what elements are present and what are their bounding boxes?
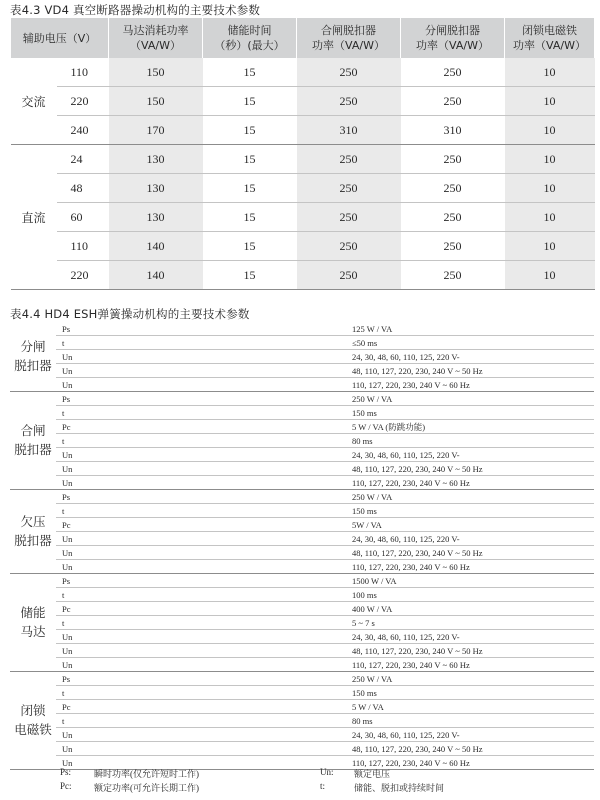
header-cell: 分闸脱扣器 功率（VA/W） bbox=[401, 18, 505, 58]
value-cell: 250 bbox=[297, 174, 401, 203]
table-row bbox=[11, 87, 595, 116]
parameter-value: 250 W / VA bbox=[352, 673, 393, 684]
value-cell: 130 bbox=[109, 203, 203, 232]
value-cell: 10 bbox=[505, 58, 595, 87]
parameter-value: 48, 110, 127, 220, 230, 240 V ~ 50 Hz bbox=[352, 645, 483, 656]
parameter-symbol: Pc bbox=[62, 519, 71, 530]
parameter-row bbox=[56, 448, 594, 462]
value-cell: 15 bbox=[203, 232, 297, 261]
legend-row bbox=[60, 766, 580, 780]
parameter-value: 150 ms bbox=[352, 505, 377, 516]
parameter-symbol: t bbox=[62, 715, 65, 726]
parameter-row bbox=[56, 518, 594, 532]
parameter-symbol: t bbox=[62, 407, 65, 418]
value-cell: 10 bbox=[505, 116, 595, 145]
parameter-symbol: Un bbox=[62, 463, 73, 474]
parameter-row bbox=[56, 490, 594, 504]
group-label: 合闸 脱扣器 bbox=[14, 423, 52, 457]
parameter-row bbox=[56, 574, 594, 588]
parameter-symbol: Un bbox=[62, 729, 73, 740]
parameter-value: 150 ms bbox=[352, 407, 377, 418]
parameter-symbol: Un bbox=[62, 631, 73, 642]
legend-item bbox=[60, 767, 320, 780]
value-cell: 250 bbox=[297, 203, 401, 232]
parameter-row bbox=[56, 700, 594, 714]
parameter-symbol: Pc bbox=[62, 421, 71, 432]
parameter-row bbox=[56, 420, 594, 434]
parameter-row bbox=[56, 336, 594, 350]
value-cell: 140 bbox=[109, 232, 203, 261]
parameter-group bbox=[10, 322, 594, 392]
legend-item bbox=[320, 767, 580, 780]
table-4-4 bbox=[10, 322, 594, 770]
parameter-row bbox=[56, 378, 594, 391]
parameter-symbol: Ps bbox=[62, 673, 71, 684]
parameter-value: 80 ms bbox=[352, 435, 373, 446]
parameter-row bbox=[56, 686, 594, 700]
parameter-group bbox=[10, 574, 594, 672]
parameter-row bbox=[56, 714, 594, 728]
parameter-symbol: t bbox=[62, 337, 65, 348]
parameter-symbol: Ps bbox=[62, 323, 71, 334]
legend-symbol: Pc: bbox=[60, 780, 72, 791]
value-cell: 250 bbox=[401, 261, 505, 290]
voltage-cell: 110 bbox=[57, 58, 109, 87]
value-cell: 10 bbox=[505, 232, 595, 261]
parameter-value: 5 W / VA (防跳功能) bbox=[352, 421, 426, 432]
voltage-cell: 220 bbox=[57, 261, 109, 290]
legend-text: 额定功率(可允许长期工作) bbox=[94, 782, 199, 793]
value-cell: 250 bbox=[401, 174, 505, 203]
legend-symbol: Un: bbox=[320, 766, 334, 777]
parameter-value: 48, 110, 127, 220, 230, 240 V ~ 50 Hz bbox=[352, 463, 483, 474]
parameter-row bbox=[56, 462, 594, 476]
table-row bbox=[11, 232, 595, 261]
parameter-symbol: Ps bbox=[62, 575, 71, 586]
parameter-value: 48, 110, 127, 220, 230, 240 V ~ 50 Hz bbox=[352, 547, 483, 558]
voltage-cell: 110 bbox=[57, 232, 109, 261]
table-4-3-title: 表4.3 VD4 真空断路器操动机构的主要技术参数 bbox=[10, 3, 261, 17]
value-cell: 15 bbox=[203, 261, 297, 290]
table-row bbox=[11, 145, 595, 174]
parameter-row bbox=[56, 364, 594, 378]
parameter-row bbox=[56, 406, 594, 420]
legend-item bbox=[320, 781, 580, 794]
parameter-value: ≤50 ms bbox=[352, 337, 378, 348]
group-label: 交流 bbox=[11, 58, 57, 145]
parameter-row bbox=[56, 602, 594, 616]
value-cell: 310 bbox=[401, 116, 505, 145]
parameter-row bbox=[56, 392, 594, 406]
parameter-row bbox=[56, 644, 594, 658]
parameter-value: 150 ms bbox=[352, 687, 377, 698]
value-cell: 250 bbox=[297, 145, 401, 174]
parameter-value: 1500 W / VA bbox=[352, 575, 397, 586]
parameter-symbol: t bbox=[62, 435, 65, 446]
value-cell: 10 bbox=[505, 261, 595, 290]
parameter-value: 24, 30, 48, 60, 110, 125, 220 V- bbox=[352, 729, 460, 740]
table-4-3 bbox=[10, 18, 595, 290]
value-cell: 15 bbox=[203, 116, 297, 145]
parameter-row bbox=[56, 546, 594, 560]
legend-symbol: t: bbox=[320, 780, 326, 791]
legend-symbol: Ps: bbox=[60, 766, 72, 777]
parameter-row bbox=[56, 532, 594, 546]
parameter-row bbox=[56, 588, 594, 602]
parameter-symbol: Un bbox=[62, 379, 73, 390]
voltage-cell: 48 bbox=[57, 174, 109, 203]
parameter-symbol: Pc bbox=[62, 701, 71, 712]
parameter-value: 110, 127, 220, 230, 240 V ~ 60 Hz bbox=[352, 659, 470, 670]
parameter-symbol: Un bbox=[62, 757, 73, 768]
table-row bbox=[11, 261, 595, 290]
parameter-symbol: Un bbox=[62, 547, 73, 558]
parameter-value: 48, 110, 127, 220, 230, 240 V ~ 50 Hz bbox=[352, 365, 483, 376]
value-cell: 250 bbox=[297, 232, 401, 261]
voltage-cell: 60 bbox=[57, 203, 109, 232]
parameter-symbol: Un bbox=[62, 743, 73, 754]
parameter-value: 250 W / VA bbox=[352, 393, 393, 404]
voltage-cell: 220 bbox=[57, 87, 109, 116]
parameter-value: 110, 127, 220, 230, 240 V ~ 60 Hz bbox=[352, 561, 470, 572]
parameter-row bbox=[56, 350, 594, 364]
table-row bbox=[11, 58, 595, 87]
parameter-symbol: Un bbox=[62, 659, 73, 670]
parameter-value: 5 ~ 7 s bbox=[352, 617, 375, 628]
parameter-value: 80 ms bbox=[352, 715, 373, 726]
value-cell: 130 bbox=[109, 145, 203, 174]
value-cell: 15 bbox=[203, 58, 297, 87]
parameter-symbol: t bbox=[62, 687, 65, 698]
header-cell: 辅助电压（V） bbox=[11, 18, 109, 58]
value-cell: 250 bbox=[401, 58, 505, 87]
voltage-cell: 240 bbox=[57, 116, 109, 145]
group-label: 欠压 脱扣器 bbox=[14, 514, 52, 548]
header-cell: 闭锁电磁铁 功率（VA/W） bbox=[505, 18, 595, 58]
parameter-symbol: Ps bbox=[62, 393, 71, 404]
value-cell: 140 bbox=[109, 261, 203, 290]
value-cell: 250 bbox=[401, 87, 505, 116]
legend-text: 瞬时功率(仅允许短时工作) bbox=[94, 768, 199, 779]
parameter-value: 24, 30, 48, 60, 110, 125, 220 V- bbox=[352, 631, 460, 642]
parameter-row bbox=[56, 504, 594, 518]
value-cell: 250 bbox=[297, 261, 401, 290]
value-cell: 15 bbox=[203, 203, 297, 232]
value-cell: 170 bbox=[109, 116, 203, 145]
parameter-value: 400 W / VA bbox=[352, 603, 393, 614]
table-row bbox=[11, 174, 595, 203]
parameter-symbol: Un bbox=[62, 533, 73, 544]
legend bbox=[60, 766, 580, 794]
group-label: 闭锁 电磁铁 bbox=[14, 703, 52, 737]
parameter-value: 24, 30, 48, 60, 110, 125, 220 V- bbox=[352, 449, 460, 460]
group-label: 储能 马达 bbox=[20, 605, 46, 639]
parameter-symbol: Un bbox=[62, 645, 73, 656]
value-cell: 150 bbox=[109, 87, 203, 116]
parameter-symbol: t bbox=[62, 589, 65, 600]
value-cell: 15 bbox=[203, 87, 297, 116]
parameter-symbol: Un bbox=[62, 365, 73, 376]
value-cell: 10 bbox=[505, 87, 595, 116]
parameter-row bbox=[56, 658, 594, 671]
parameter-value: 250 W / VA bbox=[352, 491, 393, 502]
value-cell: 250 bbox=[297, 58, 401, 87]
value-cell: 15 bbox=[203, 145, 297, 174]
value-cell: 10 bbox=[505, 203, 595, 232]
parameter-value: 24, 30, 48, 60, 110, 125, 220 V- bbox=[352, 351, 460, 362]
parameter-row bbox=[56, 616, 594, 630]
header-cell: 储能时间 （秒）(最大） bbox=[203, 18, 297, 58]
parameter-symbol: t bbox=[62, 505, 65, 516]
parameter-symbol: Un bbox=[62, 477, 73, 488]
parameter-value: 24, 30, 48, 60, 110, 125, 220 V- bbox=[352, 533, 460, 544]
parameter-row bbox=[56, 560, 594, 573]
parameter-row bbox=[56, 728, 594, 742]
parameter-symbol: Un bbox=[62, 449, 73, 460]
parameter-value: 125 W / VA bbox=[352, 323, 393, 334]
group-label: 直流 bbox=[11, 145, 57, 290]
value-cell: 150 bbox=[109, 58, 203, 87]
value-cell: 250 bbox=[401, 203, 505, 232]
parameter-group bbox=[10, 490, 594, 574]
header-cell: 合闸脱扣器 功率（VA/W） bbox=[297, 18, 401, 58]
parameter-row bbox=[56, 476, 594, 489]
parameter-value: 110, 127, 220, 230, 240 V ~ 60 Hz bbox=[352, 379, 470, 390]
parameter-value: 100 ms bbox=[352, 589, 377, 600]
parameter-value: 48, 110, 127, 220, 230, 240 V ~ 50 Hz bbox=[352, 743, 483, 754]
value-cell: 130 bbox=[109, 174, 203, 203]
legend-text: 储能、脱扣或持续时间 bbox=[354, 782, 445, 793]
parameter-value: 5 W / VA bbox=[352, 701, 384, 712]
table-row bbox=[11, 203, 595, 232]
value-cell: 250 bbox=[297, 87, 401, 116]
parameter-symbol: Pc bbox=[62, 603, 71, 614]
value-cell: 15 bbox=[203, 174, 297, 203]
value-cell: 10 bbox=[505, 174, 595, 203]
voltage-cell: 24 bbox=[57, 145, 109, 174]
parameter-value: 110, 127, 220, 230, 240 V ~ 60 Hz bbox=[352, 757, 470, 768]
group-label: 分闸 脱扣器 bbox=[14, 339, 52, 373]
value-cell: 310 bbox=[297, 116, 401, 145]
table-header-row bbox=[11, 18, 595, 58]
legend-row bbox=[60, 780, 580, 794]
parameter-value: 5W / VA bbox=[352, 519, 382, 530]
parameter-row bbox=[56, 630, 594, 644]
value-cell: 250 bbox=[401, 145, 505, 174]
value-cell: 250 bbox=[401, 232, 505, 261]
parameter-symbol: Ps bbox=[62, 491, 71, 502]
parameter-symbol: Un bbox=[62, 351, 73, 362]
value-cell: 10 bbox=[505, 145, 595, 174]
table-row bbox=[11, 116, 595, 145]
parameter-row bbox=[56, 742, 594, 756]
parameter-group bbox=[10, 672, 594, 770]
parameter-row bbox=[56, 322, 594, 336]
parameter-symbol: Un bbox=[62, 561, 73, 572]
legend-text: 额定电压 bbox=[354, 768, 391, 779]
parameter-group bbox=[10, 392, 594, 490]
table-4-4-title: 表4.4 HD4 ESH弹簧操动机构的主要技术参数 bbox=[10, 307, 250, 321]
header-cell: 马达消耗功率 （VA/W） bbox=[109, 18, 203, 58]
parameter-row bbox=[56, 434, 594, 448]
parameter-value: 110, 127, 220, 230, 240 V ~ 60 Hz bbox=[352, 477, 470, 488]
legend-item bbox=[60, 781, 320, 794]
parameter-row bbox=[56, 672, 594, 686]
parameter-symbol: t bbox=[62, 617, 65, 628]
